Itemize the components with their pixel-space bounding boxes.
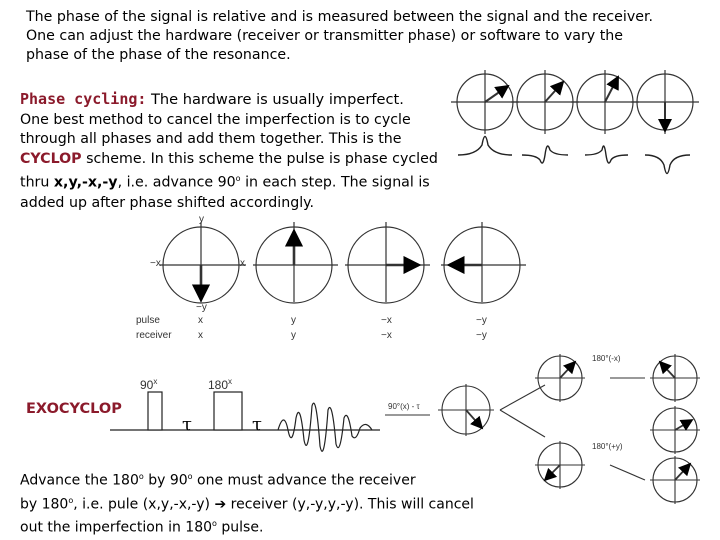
pulse-180-label <box>208 377 232 392</box>
pulse-180-sub: x <box>228 377 233 386</box>
phase-cycling-body-3: , i.e. advance 90 <box>117 175 236 192</box>
axis-label-neg-y: −y <box>196 302 207 313</box>
tau-2: τ <box>252 414 262 435</box>
cyclop-circles <box>160 222 526 303</box>
fid-echo <box>278 403 372 451</box>
bottom-paragraph <box>20 467 520 538</box>
phase-cycling-lead: The hardware is usually imperfect. <box>150 91 404 108</box>
intro-line-3: phase of the phase of the resonance. <box>26 47 291 63</box>
deg-2: o <box>187 472 193 481</box>
row-label-receiver: receiver <box>136 330 172 341</box>
row-label-pulse: pulse <box>136 315 160 326</box>
receiver-phase-4: −y <box>476 330 487 341</box>
phase-cycling-body-4: in each step. The signal is added up after phase shifted accordingly. <box>20 175 430 211</box>
exo-circle-upper-right <box>650 354 700 402</box>
pulse-180 <box>214 392 242 430</box>
exo-label-bot: 180°(+y) <box>592 442 623 451</box>
deg-4: o <box>212 519 217 529</box>
cyclop-circle-y <box>253 222 338 303</box>
axis-label-y: y <box>199 214 204 225</box>
pulse-90-value: 90 <box>140 378 154 392</box>
exo-circle-lower <box>535 441 585 489</box>
phase-circle-2 <box>511 70 579 134</box>
bottom-t2: by 90 <box>148 472 188 489</box>
deg-3: o <box>68 495 74 505</box>
cyclop-circle-neg-y <box>441 222 526 303</box>
lineshapes <box>458 137 690 174</box>
exo-circle-upper <box>535 354 585 402</box>
pulse-phase-2: y <box>291 315 296 326</box>
exocyclop-label: EXOCYCLOP <box>26 401 122 417</box>
pulse-phase-1: x <box>198 315 203 326</box>
top-phase-circles <box>451 70 699 134</box>
phase-circle-4 <box>631 70 699 134</box>
phase-sequence: x,y,-x,-y <box>53 175 118 192</box>
exo-circle-lower-right <box>650 456 700 504</box>
absorptive-peak <box>458 137 512 156</box>
receiver-phase-2: y <box>291 330 296 341</box>
pulse-phase-4: −y <box>476 315 487 326</box>
receiver-phase-1: x <box>198 330 203 341</box>
phase-circle-1 <box>451 70 519 134</box>
axis-label-x: x <box>240 258 245 269</box>
phase-cycling-body-1: One best method to cancel the imperfection is to cycle through all phases and add them together. This is the <box>20 111 411 148</box>
degree-mark: o <box>235 174 241 184</box>
pulse-180-value: 180 <box>208 378 229 392</box>
pulse-90 <box>148 392 162 430</box>
phase-cycling-body-2: scheme. In this scheme the pulse is phase cycled thru <box>20 150 438 192</box>
bottom-t6: receiver (y,-y,y,-y). This will cancel <box>230 496 474 513</box>
cyclop-term: CYCLOP <box>20 150 82 167</box>
bottom-t4: by 180 <box>20 496 69 513</box>
intro-line-1: The phase of the signal is relative and is measured between the signal and the receiver. <box>26 9 653 25</box>
exo-circle-center <box>438 384 494 436</box>
exo-circle-right-mid <box>650 406 700 454</box>
bottom-t5: , i.e. pule (x,y,-x,-y) <box>73 496 210 513</box>
pulse-90-label <box>140 377 157 392</box>
phase-cycling-heading: Phase cycling: <box>20 90 147 108</box>
arrow-icon: ➔ <box>214 496 227 513</box>
tau-1: τ <box>182 414 192 435</box>
receiver-phase-3: −x <box>381 330 392 341</box>
axis-label-neg-x: −x <box>150 258 161 269</box>
deg-1: o <box>138 472 144 481</box>
exocyclop-sequence <box>110 392 380 451</box>
pulse-phase-3: −x <box>381 315 392 326</box>
bottom-t1: Advance the 180 <box>20 472 139 489</box>
bottom-t8: pulse. <box>221 519 264 536</box>
exo-label-top: 180°(-x) <box>592 354 621 363</box>
bottom-t3: one must advance the receiver <box>197 472 416 489</box>
phase-circle-3 <box>571 70 639 134</box>
inverted-peak <box>645 155 690 174</box>
dispersive-peak-1 <box>522 146 568 163</box>
pulse-90-sub: x <box>153 377 158 386</box>
cyclop-circle-x <box>160 222 246 303</box>
exo-label-mid: 90°(x) - τ <box>388 402 420 411</box>
cyclop-circle-neg-x <box>345 222 430 303</box>
bottom-t7: out the imperfection in 180 <box>20 519 213 536</box>
dispersive-peak-2 <box>585 146 628 163</box>
intro-line-2: One can adjust the hardware (receiver or transmitter phase) or software to vary the <box>26 28 623 44</box>
